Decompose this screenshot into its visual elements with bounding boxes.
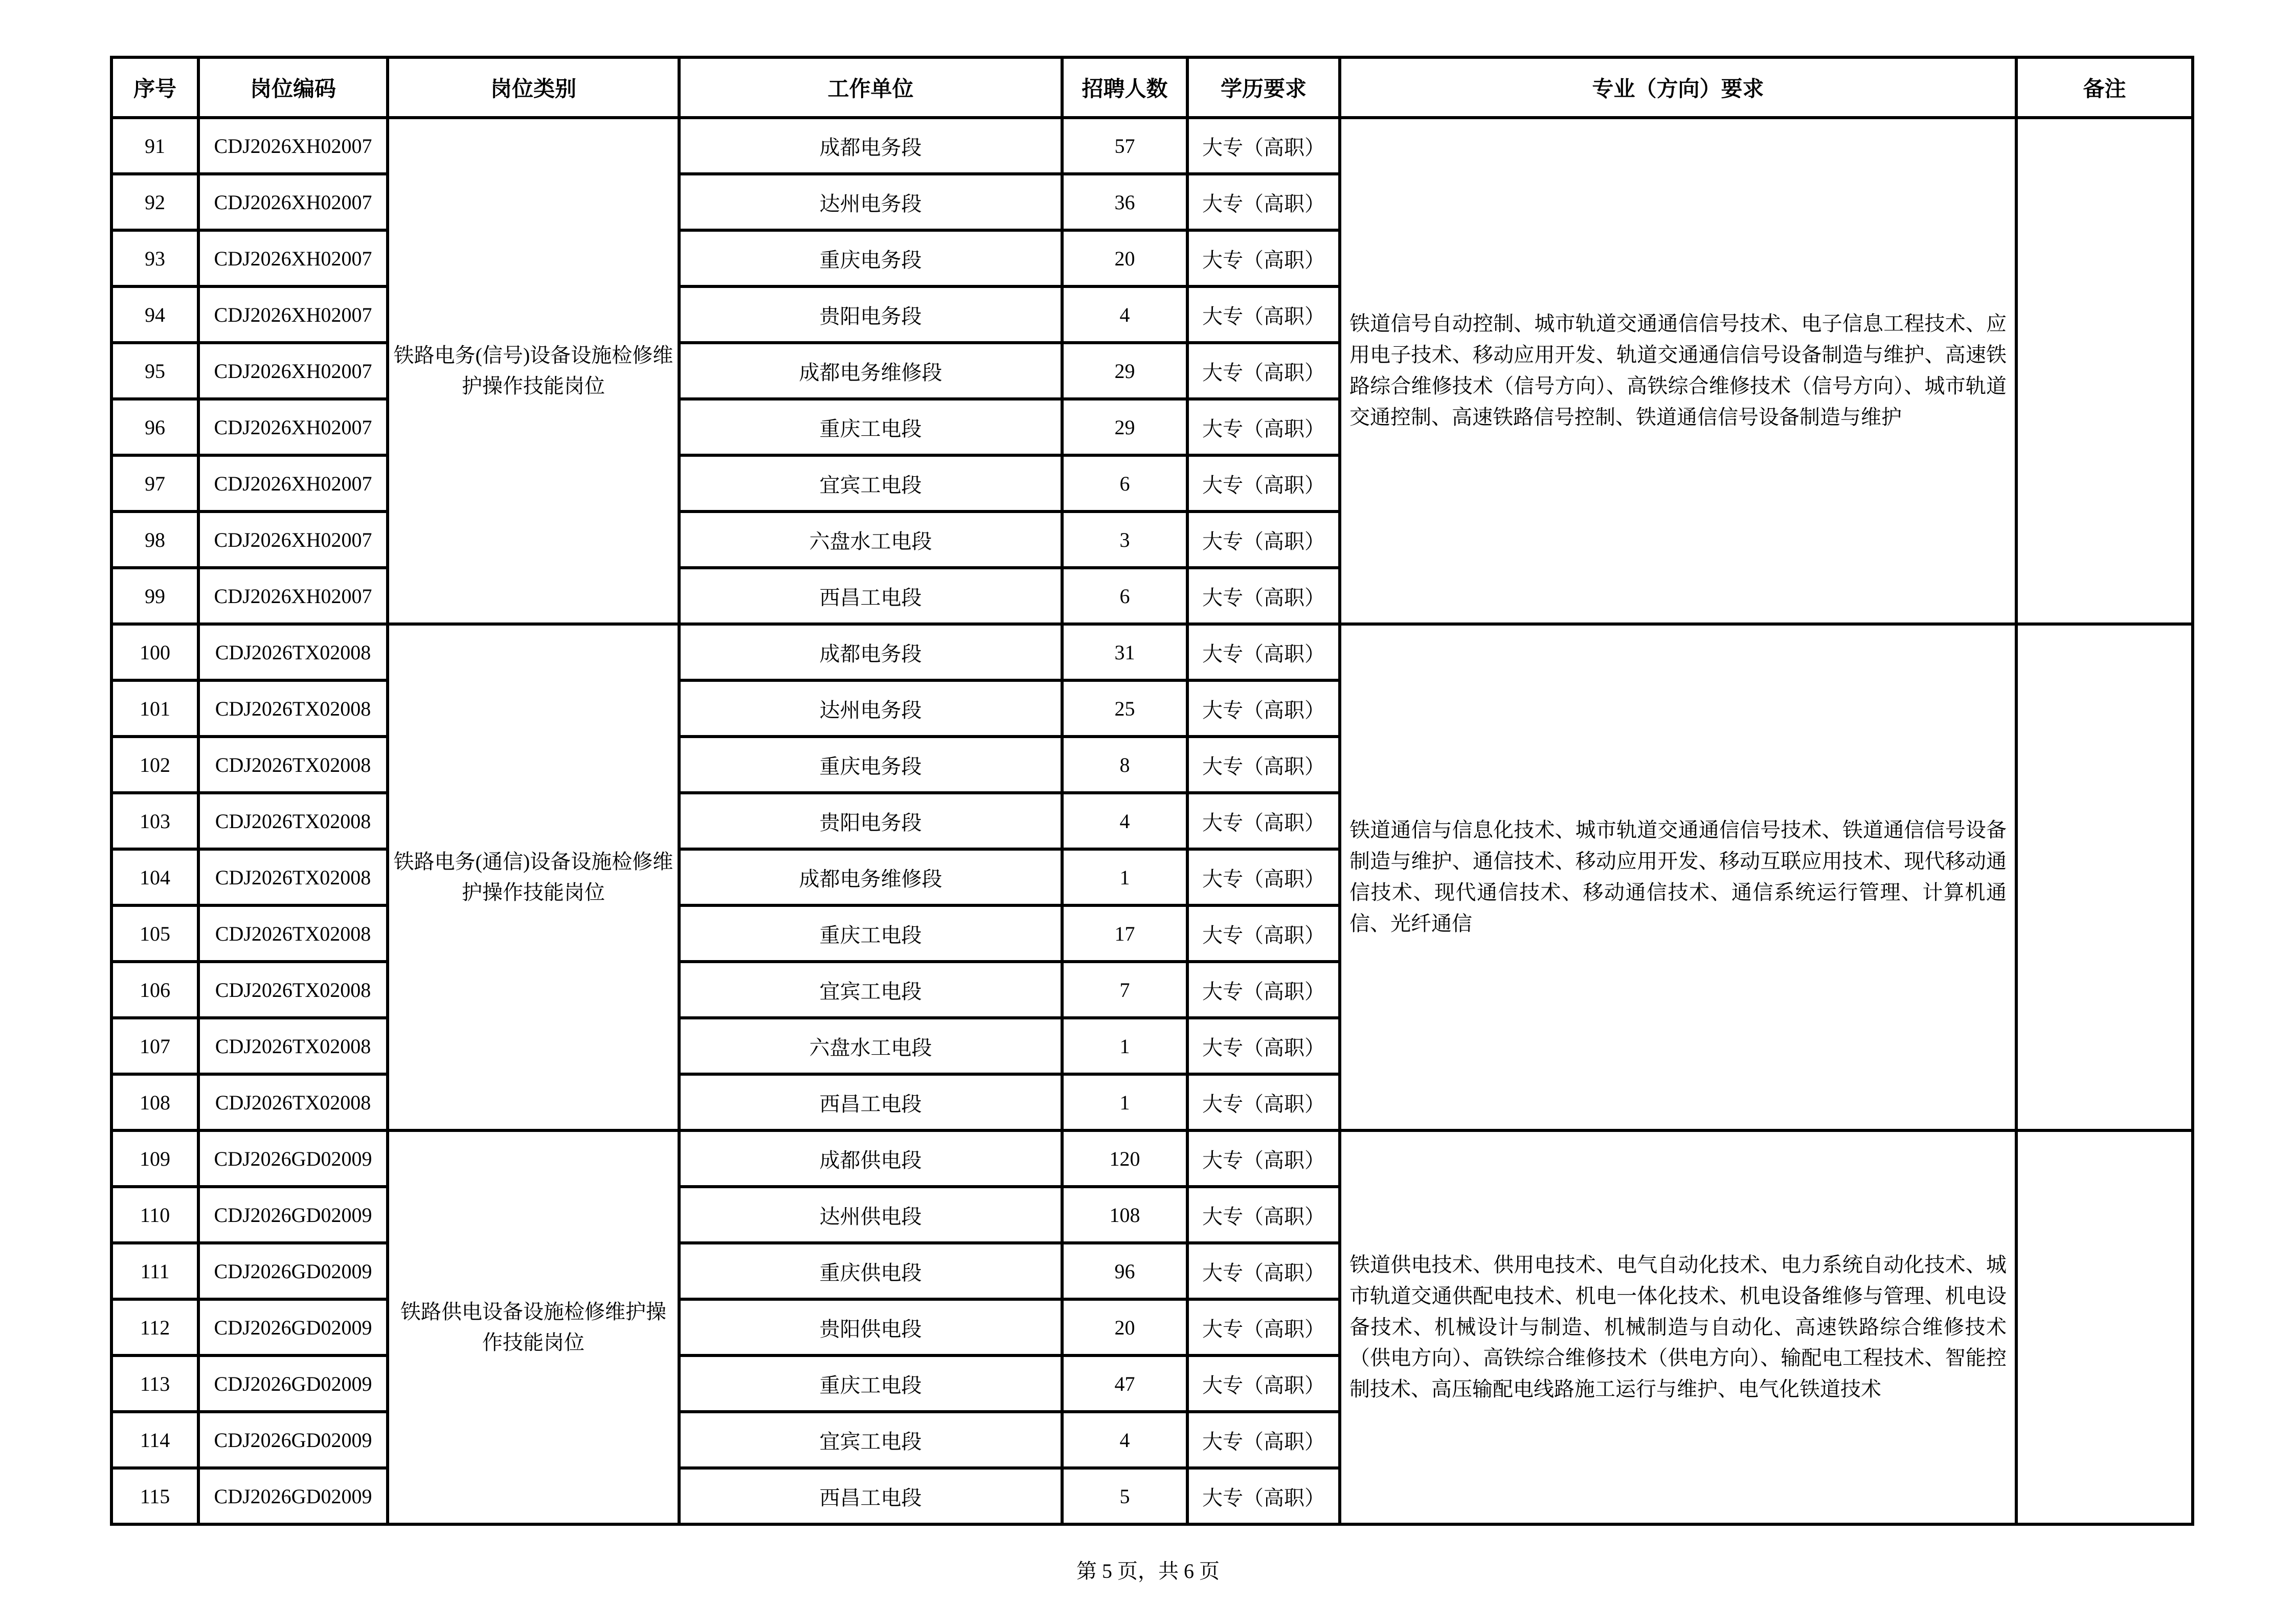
cell-no: 95 (111, 343, 198, 399)
cell-count: 6 (1062, 568, 1187, 624)
cell-edu: 大专（高职） (1187, 1412, 1340, 1468)
cell-no: 102 (111, 737, 198, 793)
cell-code: CDJ2026TX02008 (198, 624, 388, 680)
cell-unit: 贵阳供电段 (679, 1299, 1062, 1355)
cell-code: CDJ2026TX02008 (198, 793, 388, 849)
cell-count: 4 (1062, 286, 1187, 343)
cell-unit: 六盘水工电段 (679, 1018, 1062, 1074)
cell-edu: 大专（高职） (1187, 230, 1340, 286)
cell-unit: 重庆工电段 (679, 1355, 1062, 1412)
cell-remark (2016, 118, 2193, 624)
cell-code: CDJ2026TX02008 (198, 1018, 388, 1074)
cell-unit: 重庆供电段 (679, 1243, 1062, 1299)
cell-no: 99 (111, 568, 198, 624)
cell-count: 29 (1062, 343, 1187, 399)
cell-code: CDJ2026XH02007 (198, 568, 388, 624)
cell-code: CDJ2026TX02008 (198, 905, 388, 962)
col-header-remark: 备注 (2016, 57, 2193, 118)
col-header-count: 招聘人数 (1062, 57, 1187, 118)
cell-count: 36 (1062, 174, 1187, 230)
cell-edu: 大专（高职） (1187, 849, 1340, 905)
cell-code: CDJ2026TX02008 (198, 962, 388, 1018)
cell-edu: 大专（高职） (1187, 568, 1340, 624)
cell-count: 25 (1062, 680, 1187, 737)
cell-majors: 铁道信号自动控制、城市轨道交通通信信号技术、电子信息工程技术、应用电子技术、移动应用开发、轨道交通通信信号设备制造与维护、高速铁路综合维修技术（信号方向）、高铁综合维修技术（信号方向）、城市轨道交通控制、高速铁路信号控制、铁道通信信号设备制造与维护 (1340, 118, 2016, 624)
cell-unit: 贵阳电务段 (679, 286, 1062, 343)
cell-unit: 西昌工电段 (679, 1074, 1062, 1130)
cell-count: 1 (1062, 849, 1187, 905)
cell-unit: 宜宾工电段 (679, 455, 1062, 511)
cell-no: 91 (111, 118, 198, 174)
table-row (111, 118, 2193, 174)
cell-code: CDJ2026GD02009 (198, 1299, 388, 1355)
col-header-edu: 学历要求 (1187, 57, 1340, 118)
cell-majors: 铁道通信与信息化技术、城市轨道交通通信信号技术、铁道通信信号设备制造与维护、通信技术、移动应用开发、移动互联应用技术、现代移动通信技术、现代通信技术、移动通信技术、通信系统运行管理、计算机通信、光纤通信 (1340, 624, 2016, 1130)
cell-code: CDJ2026XH02007 (198, 511, 388, 568)
col-header-no: 序号 (111, 57, 198, 118)
cell-category: 铁路电务(通信)设备设施检修维护操作技能岗位 (388, 624, 679, 1130)
cell-count: 7 (1062, 962, 1187, 1018)
cell-count: 120 (1062, 1130, 1187, 1187)
cell-count: 57 (1062, 118, 1187, 174)
table-row (111, 1130, 2193, 1187)
cell-edu: 大专（高职） (1187, 286, 1340, 343)
cell-no: 97 (111, 455, 198, 511)
cell-edu: 大专（高职） (1187, 511, 1340, 568)
cell-edu: 大专（高职） (1187, 1355, 1340, 1412)
cell-code: CDJ2026GD02009 (198, 1468, 388, 1524)
cell-code: CDJ2026XH02007 (198, 286, 388, 343)
cell-code: CDJ2026XH02007 (198, 399, 388, 455)
cell-category: 铁路电务(信号)设备设施检修维护操作技能岗位 (388, 118, 679, 624)
cell-count: 6 (1062, 455, 1187, 511)
cell-code: CDJ2026XH02007 (198, 118, 388, 174)
cell-edu: 大专（高职） (1187, 737, 1340, 793)
cell-count: 96 (1062, 1243, 1187, 1299)
header-row (111, 57, 2193, 118)
col-header-code: 岗位编码 (198, 57, 388, 118)
cell-no: 98 (111, 511, 198, 568)
cell-count: 20 (1062, 1299, 1187, 1355)
cell-unit: 达州电务段 (679, 680, 1062, 737)
cell-code: CDJ2026XH02007 (198, 174, 388, 230)
cell-edu: 大专（高职） (1187, 118, 1340, 174)
cell-no: 113 (111, 1355, 198, 1412)
cell-edu: 大专（高职） (1187, 1299, 1340, 1355)
cell-unit: 达州电务段 (679, 174, 1062, 230)
cell-count: 8 (1062, 737, 1187, 793)
cell-edu: 大专（高职） (1187, 962, 1340, 1018)
col-header-category: 岗位类别 (388, 57, 679, 118)
cell-no: 111 (111, 1243, 198, 1299)
cell-unit: 西昌工电段 (679, 1468, 1062, 1524)
cell-edu: 大专（高职） (1187, 174, 1340, 230)
cell-no: 107 (111, 1018, 198, 1074)
cell-no: 94 (111, 286, 198, 343)
cell-no: 110 (111, 1187, 198, 1243)
cell-code: CDJ2026GD02009 (198, 1355, 388, 1412)
cell-edu: 大专（高职） (1187, 680, 1340, 737)
cell-edu: 大专（高职） (1187, 343, 1340, 399)
cell-count: 29 (1062, 399, 1187, 455)
cell-edu: 大专（高职） (1187, 1074, 1340, 1130)
cell-edu: 大专（高职） (1187, 793, 1340, 849)
cell-code: CDJ2026GD02009 (198, 1412, 388, 1468)
cell-count: 1 (1062, 1018, 1187, 1074)
cell-code: CDJ2026TX02008 (198, 680, 388, 737)
cell-edu: 大专（高职） (1187, 1243, 1340, 1299)
cell-unit: 重庆电务段 (679, 737, 1062, 793)
cell-no: 112 (111, 1299, 198, 1355)
cell-unit: 宜宾工电段 (679, 962, 1062, 1018)
cell-unit: 成都供电段 (679, 1130, 1062, 1187)
cell-code: CDJ2026TX02008 (198, 737, 388, 793)
cell-unit: 成都电务段 (679, 624, 1062, 680)
cell-unit: 成都电务维修段 (679, 849, 1062, 905)
page-footer: 第 5 页，共 6 页 (1076, 1560, 1220, 1583)
cell-code: CDJ2026XH02007 (198, 455, 388, 511)
cell-edu: 大专（高职） (1187, 624, 1340, 680)
col-header-majors: 专业（方向）要求 (1340, 57, 2016, 118)
cell-remark (2016, 1130, 2193, 1524)
cell-unit: 达州供电段 (679, 1187, 1062, 1243)
cell-code: CDJ2026TX02008 (198, 1074, 388, 1130)
cell-count: 47 (1062, 1355, 1187, 1412)
cell-category: 铁路供电设备设施检修维护操作技能岗位 (388, 1130, 679, 1524)
cell-count: 4 (1062, 1412, 1187, 1468)
cell-code: CDJ2026GD02009 (198, 1130, 388, 1187)
cell-no: 101 (111, 680, 198, 737)
cell-no: 114 (111, 1412, 198, 1468)
cell-no: 92 (111, 174, 198, 230)
cell-edu: 大专（高职） (1187, 905, 1340, 962)
cell-code: CDJ2026GD02009 (198, 1243, 388, 1299)
cell-no: 96 (111, 399, 198, 455)
cell-remark (2016, 624, 2193, 1130)
cell-edu: 大专（高职） (1187, 1468, 1340, 1524)
cell-code: CDJ2026TX02008 (198, 849, 388, 905)
cell-count: 1 (1062, 1074, 1187, 1130)
cell-count: 5 (1062, 1468, 1187, 1524)
cell-code: CDJ2026XH02007 (198, 343, 388, 399)
cell-majors: 铁道供电技术、供用电技术、电气自动化技术、电力系统自动化技术、城市轨道交通供配电技术、机电一体化技术、机电设备维修与管理、机电设备技术、机械设计与制造、机械制造与自动化、高速铁路综合维修技术（供电方向）、高铁综合维修技术（供电方向）、输配电工程技术、智能控制技术、高压输配电线路施工运行与维护、电气化铁道技术 (1340, 1130, 2016, 1524)
cell-count: 20 (1062, 230, 1187, 286)
table-row (111, 624, 2193, 680)
cell-edu: 大专（高职） (1187, 399, 1340, 455)
cell-no: 100 (111, 624, 198, 680)
recruitment-table (110, 56, 2194, 1526)
cell-no: 109 (111, 1130, 198, 1187)
cell-count: 4 (1062, 793, 1187, 849)
cell-edu: 大专（高职） (1187, 455, 1340, 511)
cell-edu: 大专（高职） (1187, 1130, 1340, 1187)
cell-unit: 成都电务维修段 (679, 343, 1062, 399)
cell-no: 106 (111, 962, 198, 1018)
cell-no: 103 (111, 793, 198, 849)
cell-unit: 西昌工电段 (679, 568, 1062, 624)
cell-unit: 六盘水工电段 (679, 511, 1062, 568)
cell-unit: 重庆电务段 (679, 230, 1062, 286)
cell-unit: 重庆工电段 (679, 905, 1062, 962)
cell-unit: 宜宾工电段 (679, 1412, 1062, 1468)
cell-unit: 重庆工电段 (679, 399, 1062, 455)
cell-count: 3 (1062, 511, 1187, 568)
cell-no: 108 (111, 1074, 198, 1130)
cell-no: 93 (111, 230, 198, 286)
cell-unit: 成都电务段 (679, 118, 1062, 174)
cell-edu: 大专（高职） (1187, 1018, 1340, 1074)
cell-count: 108 (1062, 1187, 1187, 1243)
cell-unit: 贵阳电务段 (679, 793, 1062, 849)
col-header-unit: 工作单位 (679, 57, 1062, 118)
cell-no: 104 (111, 849, 198, 905)
cell-no: 105 (111, 905, 198, 962)
cell-count: 17 (1062, 905, 1187, 962)
cell-code: CDJ2026XH02007 (198, 230, 388, 286)
cell-no: 115 (111, 1468, 198, 1524)
cell-count: 31 (1062, 624, 1187, 680)
cell-edu: 大专（高职） (1187, 1187, 1340, 1243)
cell-code: CDJ2026GD02009 (198, 1187, 388, 1243)
